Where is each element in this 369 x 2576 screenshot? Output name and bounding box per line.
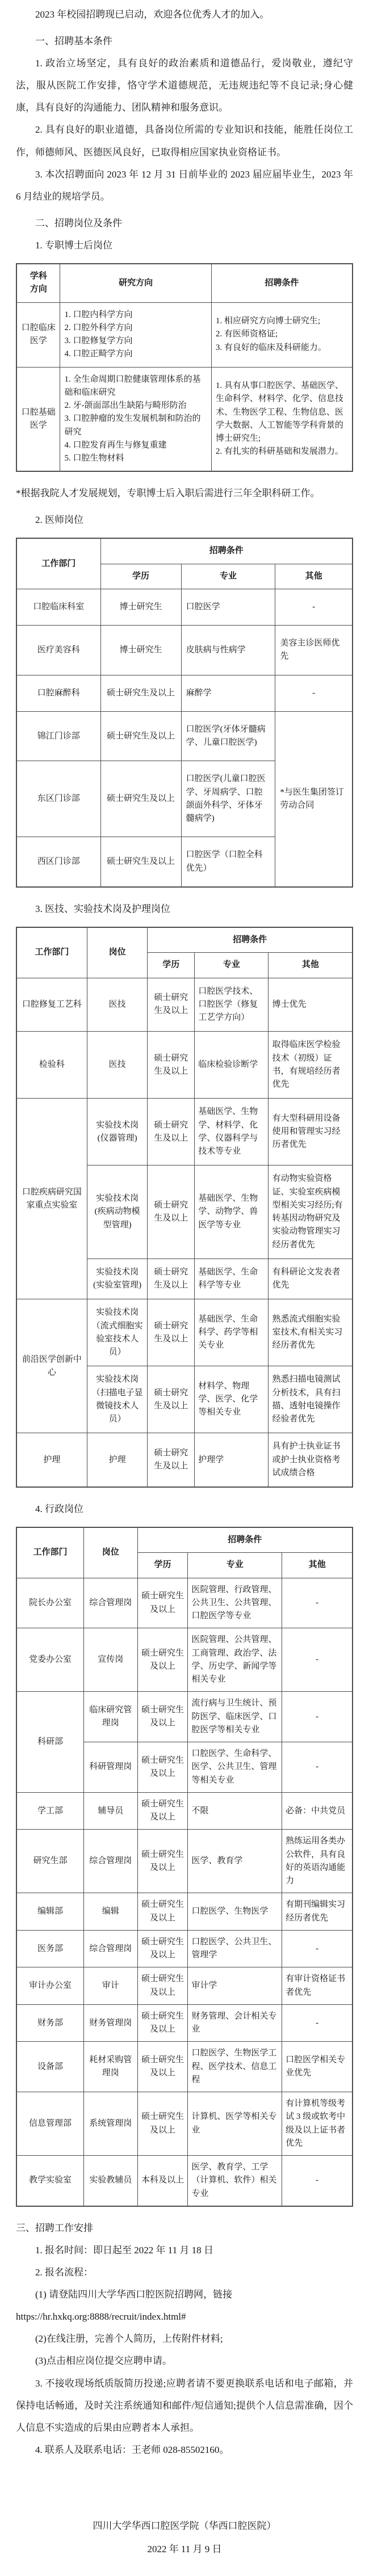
table-cell: 硕士研究生及以上 <box>137 1578 188 1628</box>
table-cell: - <box>282 2156 353 2206</box>
table-cell: 硕士研究生及以上 <box>100 711 181 761</box>
table-header-cell: 其他 <box>275 564 353 589</box>
table-cell: - <box>275 675 353 711</box>
table-row <box>16 1527 353 1553</box>
table-cell: 1. 口腔内科学方向 2. 口腔外科学方向 3. 口腔修复学方向 4. 口腔正畸学方向 <box>60 302 211 367</box>
table-header-cell: 工作部门 <box>16 538 100 589</box>
table-row <box>16 1433 353 1487</box>
table-cell: 硕士研究生及以上 <box>137 2004 188 2042</box>
basic-condition-3: 3. 本次招聘面向 2023 年 12 月 31 日前毕业的 2023 届应届毕业生，2023 年 6 月结业的规培学员。 <box>16 168 353 202</box>
table-cell: 财务管理、会计相关专业 <box>188 2004 282 2042</box>
table-cell: 硕士研究生及以上 <box>137 1628 188 1692</box>
table-header-cell: 招聘条件 <box>137 1527 353 1553</box>
table-row <box>16 367 353 471</box>
table-cell: 硕士研究生及以上 <box>100 761 181 837</box>
postdoc-note: *根据我院人才发展规划，专职博士后入职后需进行三年全职科研工作。 <box>16 488 320 499</box>
table-cell: 财务管理岗 <box>83 2004 137 2042</box>
table-cell: 医学、教育学 <box>188 1830 282 1893</box>
table-header-cell: 学历 <box>137 1553 188 1578</box>
table-cell: 有计算机等级考试 3 级或软考中级及以上证书者优先 <box>282 2092 353 2156</box>
table-cell: 皮肤病与性病学 <box>181 626 275 675</box>
table-cell: 综合管理岗 <box>83 1930 137 1967</box>
table-cell: 系统管理岗 <box>83 2092 137 2156</box>
table-cell: 实验技术岗 (疾病动物模型管理) <box>87 1165 148 1259</box>
table-cell: *与医生集团签订劳动合同 <box>275 711 353 887</box>
table-cell: 审计办公室 <box>16 1967 83 2005</box>
table-row <box>16 2042 353 2092</box>
table-cell: 博士研究生 <box>100 589 181 625</box>
table-header-cell: 其他 <box>282 1553 353 1578</box>
table-cell: 美容主诊医师优先 <box>275 626 353 675</box>
physician-table <box>16 538 353 888</box>
table-cell: 硕士研究生及以上 <box>148 1165 195 1259</box>
table-header-cell: 专业 <box>195 953 269 978</box>
table-row <box>16 927 353 953</box>
table-cell: 口腔临床医学 <box>16 302 60 367</box>
apply-step-1: (1) 请登陆四川大学华西口腔医院招聘网，链接 <box>35 2289 233 2300</box>
table-row <box>16 1792 353 1830</box>
table-cell: 西区门诊部 <box>16 837 100 887</box>
table-cell: 研究生部 <box>16 1830 83 1893</box>
table-cell: 科研管理岗 <box>83 1742 137 1793</box>
table-cell: 党委办公室 <box>16 1628 83 1692</box>
table-cell: 口腔医学(儿童口腔医学、牙周病学、口腔颌面外科学、牙体牙髓病学) <box>181 761 275 837</box>
table-cell: 材料学、物理学、医学、化学等相关专业 <box>195 1366 269 1433</box>
table-row <box>16 2156 353 2206</box>
table-cell: 必备：中共党员 <box>282 1792 353 1830</box>
table-header-cell: 岗位 <box>83 1527 137 1578</box>
table-row <box>16 1967 353 2005</box>
table-row <box>16 538 353 564</box>
table-cell: 口腔医学、生命科学、医学、公共卫生、管理等相关专业 <box>188 1742 282 1793</box>
table-row <box>16 302 353 367</box>
intro-paragraph: 2023 年校园招聘现已启动，欢迎各位优秀人才的加入。 <box>35 9 270 20</box>
section2-heading: 二、招聘岗位及条件 <box>35 217 122 229</box>
table-row <box>16 1099 353 1165</box>
table-cell: 基础医学、生命科学等专业 <box>195 1259 269 1299</box>
table-row <box>16 2092 353 2156</box>
table-cell: 硕士研究生及以上 <box>137 1792 188 1830</box>
table-cell: 设备部 <box>16 2042 83 2092</box>
table-row <box>16 2004 353 2042</box>
table-cell: 熟悉扫描电镜测试分析技术，具有扫描、透射电镜操作经验者优先 <box>269 1366 353 1433</box>
contact-paragraph: 4. 联系人及联系电话：王老师 028-85502160。 <box>35 2444 229 2455</box>
table-cell: 锦江门诊部 <box>16 711 100 761</box>
table-cell: 具有护士执业证书或护士执业资格考试成绩合格 <box>269 1433 353 1487</box>
table-cell: - <box>282 1742 353 1793</box>
table-header-cell: 工作部门 <box>16 1527 83 1578</box>
table-cell: 医务部 <box>16 1930 83 1967</box>
table-cell: 硕士研究生及以上 <box>148 1259 195 1299</box>
table-cell: 口腔医学技术、口腔医学（修复工艺学方向） <box>195 978 269 1032</box>
table-cell: 有科研论文发表者优先 <box>269 1259 353 1299</box>
table-cell: 硕士研究生及以上 <box>148 1433 195 1487</box>
table-cell: - <box>282 1692 353 1742</box>
table-cell: 实验技术岗 （扫描电子显微镜技术人员） <box>87 1366 148 1433</box>
table-cell: 护理 <box>87 1433 148 1487</box>
table-cell: 基础医学、生物学、材料学、化学、仪器科学与技术等专业 <box>195 1099 269 1165</box>
medtech-table <box>16 927 353 1488</box>
table-header-cell: 招聘条件 <box>148 927 353 953</box>
table-cell: 1. 全生命周期口腔健康管理体系的基础和临床研究 2. 牙-颌面部出生缺陷与畸形防治 3. 口腔肿瘤的发生发展机制和防治的研究 4. 口腔发育再生与修复重建 5. 口腔生物材料 <box>60 367 211 471</box>
table-cell: 临床研究管理岗 <box>83 1692 137 1742</box>
table-cell: 口腔医学（口腔全科优先） <box>181 837 275 887</box>
recruit-link-line <box>16 2305 353 2328</box>
table-row <box>16 589 353 625</box>
table-row <box>16 1692 353 1742</box>
table-cell: 院长办公室 <box>16 1578 83 1628</box>
table-cell: 综合管理岗 <box>83 1578 137 1628</box>
table-cell: 实验教辅员 <box>83 2156 137 2206</box>
table-row <box>16 675 353 711</box>
notice-paragraph: 3. 不接收现场纸质版简历投递;应聘者请不要更换联系电话和电子邮箱，并保持电话畅通，及时关注系统通知和邮件/短信通知;提供个人信息需准确，因个人信息不实造成的后果由应聘者本人承担。 <box>16 2377 353 2433</box>
table-header-cell: 学历 <box>100 564 181 589</box>
table-cell: 硕士研究生及以上 <box>137 1742 188 1793</box>
table-cell: 不限 <box>188 1792 282 1830</box>
subsection-postdoc-heading: 1. 专职博士后岗位 <box>35 239 112 251</box>
section1-heading: 一、招聘基本条件 <box>35 36 112 47</box>
table-cell: 护理学 <box>195 1433 269 1487</box>
table-row <box>16 978 353 1032</box>
table-cell: - <box>275 589 353 625</box>
apply-step-2: (2)在线注册，完善个人简历，上传附件材料; <box>35 2333 223 2345</box>
table-cell: 前沿医学创新中心 <box>16 1299 87 1433</box>
table-row <box>16 1628 353 1692</box>
table-cell: 麻醉学 <box>181 675 275 711</box>
table-header-cell: 研究方向 <box>60 264 211 302</box>
table-cell: 硕士研究生及以上 <box>137 1692 188 1742</box>
table-row <box>16 1032 353 1099</box>
table-cell: 实验技术岗 (仪器管理) <box>87 1099 148 1165</box>
table-cell: 基础医学、生命科学、药学等相关专业 <box>195 1299 269 1366</box>
table-cell: 硕士研究生及以上 <box>148 1032 195 1099</box>
table-cell: 硕士研究生及以上 <box>137 1893 188 1931</box>
footer-date: 2022 年 11 月 9 日 <box>147 2543 222 2554</box>
table-cell: 宣传岗 <box>83 1628 137 1692</box>
table-row <box>16 626 353 675</box>
table-cell: 编辑部 <box>16 1893 83 1931</box>
table-cell: 硕士研究生及以上 <box>100 675 181 711</box>
table-header-cell: 招聘条件 <box>100 538 353 564</box>
table-cell: 硕士研究生及以上 <box>148 1299 195 1366</box>
table-cell: 硕士研究生及以上 <box>137 1930 188 1967</box>
table-header-cell: 专业 <box>181 564 275 589</box>
table-cell: 实验技术岗 （流式细胞实验室技术人员） <box>87 1299 148 1366</box>
table-cell: 有审计资格证书者优先 <box>282 1967 353 2005</box>
table-header-cell: 专业 <box>188 1553 282 1578</box>
table-header-cell: 其他 <box>269 953 353 978</box>
table-header-cell: 学科 方向 <box>16 264 60 302</box>
table-cell: 硕士研究生及以上 <box>148 978 195 1032</box>
table-cell: 基础医学、生物学、动物学、兽医学等专业 <box>195 1165 269 1259</box>
table-cell: 医技 <box>87 1032 148 1099</box>
table-cell: 信息管理部 <box>16 2092 83 2156</box>
table-cell: 临床检验诊断学 <box>195 1032 269 1099</box>
section3-heading: 三、招聘工作安排 <box>16 2222 93 2233</box>
table-cell: 有大型科研用设备使用和管理实习经历者优先 <box>269 1099 353 1165</box>
table-cell: 本科及以上 <box>137 2156 188 2206</box>
table-row <box>16 264 353 302</box>
table-cell: 1. 具有从事口腔医学、基础医学、生命科学、材料学、化学、信息技术、生物医学工程、生物信息、医学大数据、人工智能等学科背景的博士研究生; 2. 有扎实的科研基础和发展潜力。 <box>211 367 353 471</box>
table-cell: 医疗美容科 <box>16 626 100 675</box>
table-cell: 口腔基础医学 <box>16 367 60 471</box>
table-cell: - <box>282 1930 353 1967</box>
table-cell: 口腔医学、公共卫生、管理学 <box>188 1930 282 1967</box>
table-cell: 学工部 <box>16 1792 83 1830</box>
apply-step-3: (3)点击相应岗位提交应聘申请。 <box>35 2355 172 2367</box>
table-cell: 口腔临床科室 <box>16 589 100 625</box>
table-row <box>16 1930 353 1967</box>
table-cell: 护理 <box>16 1433 87 1487</box>
table-cell: 有动物实验资格证、实验室疾病模型相关实习经历;有转基因动物研究及实验动物管理实习经历者优先 <box>269 1165 353 1259</box>
table-cell: 口腔麻醉科 <box>16 675 100 711</box>
recruit-link[interactable]: https://hr.hxkq.org:8888/recruit/index.html# <box>16 2311 186 2322</box>
table-cell: 编辑 <box>83 1893 137 1931</box>
table-cell: 口腔修复工艺科 <box>16 978 87 1032</box>
apply-time: 1. 报名时间：即日起至 2022 年 11 月 18 日 <box>35 2245 213 2256</box>
table-cell: 医院管理、行政管理、公共卫生、公共管理、口腔医学等专业 <box>188 1578 282 1628</box>
table-cell: 口腔医学(牙体牙髓病学、儿童口腔医学) <box>181 711 275 761</box>
table-cell: 审计学 <box>188 1967 282 2005</box>
table-row <box>16 711 353 761</box>
table-cell: 硕士研究生及以上 <box>137 2092 188 2156</box>
table-row <box>16 1893 353 1931</box>
table-cell: 硕士研究生及以上 <box>137 1830 188 1893</box>
table-cell: - <box>282 1578 353 1628</box>
table-header-cell: 学历 <box>148 953 195 978</box>
table-cell: 博士研究生 <box>100 626 181 675</box>
table-cell: 硕士研究生及以上 <box>148 1366 195 1433</box>
table-cell: 医技 <box>87 978 148 1032</box>
table-cell: 医学、教育学、工学（计算机、软件）相关专业 <box>188 2156 282 2206</box>
table-cell: 有期刊编辑实习经历者优先 <box>282 1893 353 1931</box>
table-cell: 口腔医学、生物医学 <box>188 1893 282 1931</box>
signature-block <box>16 2515 353 2561</box>
table-cell: 财务部 <box>16 2004 83 2042</box>
table-cell: 计算机、医学等相关专业 <box>188 2092 282 2156</box>
table-cell: 博士优先 <box>269 978 353 1032</box>
table-cell: 东区门诊部 <box>16 761 100 837</box>
table-cell: 审计 <box>83 1967 137 2005</box>
admin-table <box>16 1527 353 2207</box>
table-cell: 硕士研究生及以上 <box>137 2042 188 2092</box>
table-cell: 口腔疾病研究国家重点实验室 <box>16 1099 87 1299</box>
table-cell: 辅导员 <box>83 1792 137 1830</box>
footer-organization: 四川大学华西口腔医学院（华西口腔医院） <box>93 2520 276 2531</box>
table-cell: 口腔医学相关专业优先 <box>282 2042 353 2092</box>
table-cell: 熟悉流式细胞实验室技术,有相关实习经历者优先 <box>269 1299 353 1366</box>
table-cell: 实验技术岗 (实验室管理) <box>87 1259 148 1299</box>
table-cell: 医院管理、公共管理、工商管理、政治学、法学、历史学、新闻学等相关专业 <box>188 1628 282 1692</box>
table-header-cell: 招聘条件 <box>211 264 353 302</box>
table-cell: 硕士研究生及以上 <box>137 1967 188 2005</box>
table-cell: 口腔医学 <box>181 589 275 625</box>
table-row <box>16 1299 353 1366</box>
subsection-medtech-heading: 3. 医技、实验技术岗及护理岗位 <box>35 903 170 914</box>
apply-process-heading: 2. 报名流程： <box>35 2267 93 2278</box>
table-cell: 流行病与卫生统计、预防医学、临床医学、口腔医学等相关专业 <box>188 1692 282 1742</box>
table-row <box>16 1578 353 1628</box>
table-cell: - <box>282 1628 353 1692</box>
table-cell: 熟练运用各类办公软件，具有良好的英语沟通能力 <box>282 1830 353 1893</box>
table-cell: 硕士研究生及以上 <box>100 837 181 887</box>
table-row <box>16 1830 353 1893</box>
table-cell: 科研部 <box>16 1692 83 1793</box>
table-cell: 检验科 <box>16 1032 87 1099</box>
basic-condition-1: 1. 政治立场坚定，具有良好的政治素质和道德品行，爱岗敬业，遵纪守法，服从医院工作安排，恪守学术道德规范，无违规违纪等不良记录;身心健康，具有良好的沟通能力、团队精神和服务意识。 <box>16 58 353 113</box>
table-cell: - <box>282 2004 353 2042</box>
table-cell: 取得临床医学检验技术（初级）证书，有规培经历者优先 <box>269 1032 353 1099</box>
subsection-physician-heading: 2. 医师岗位 <box>35 514 83 526</box>
postdoc-table <box>16 263 353 472</box>
table-cell: 综合管理岗 <box>83 1830 137 1893</box>
table-cell: 口腔医学、生物医学工程、医学技术、信息工程 <box>188 2042 282 2092</box>
basic-condition-2: 2. 具有良好的职业道德，具备岗位所需的专业知识和技能，能胜任岗位工作，师德师风、医德医风良好，已取得相应国家执业资格证书。 <box>16 124 353 158</box>
subsection-admin-heading: 4. 行政岗位 <box>35 1504 83 1515</box>
table-cell: 硕士研究生及以上 <box>148 1099 195 1165</box>
table-cell: 教学实验室 <box>16 2156 83 2206</box>
table-cell: 1. 相应研究方向博士研究生; 2. 有医师资格证; 3. 有良好的临床及科研能力。 <box>211 302 353 367</box>
table-cell: 耗材采购管理岗 <box>83 2042 137 2092</box>
table-header-cell: 工作部门 <box>16 927 87 978</box>
table-header-cell: 岗位 <box>87 927 148 978</box>
